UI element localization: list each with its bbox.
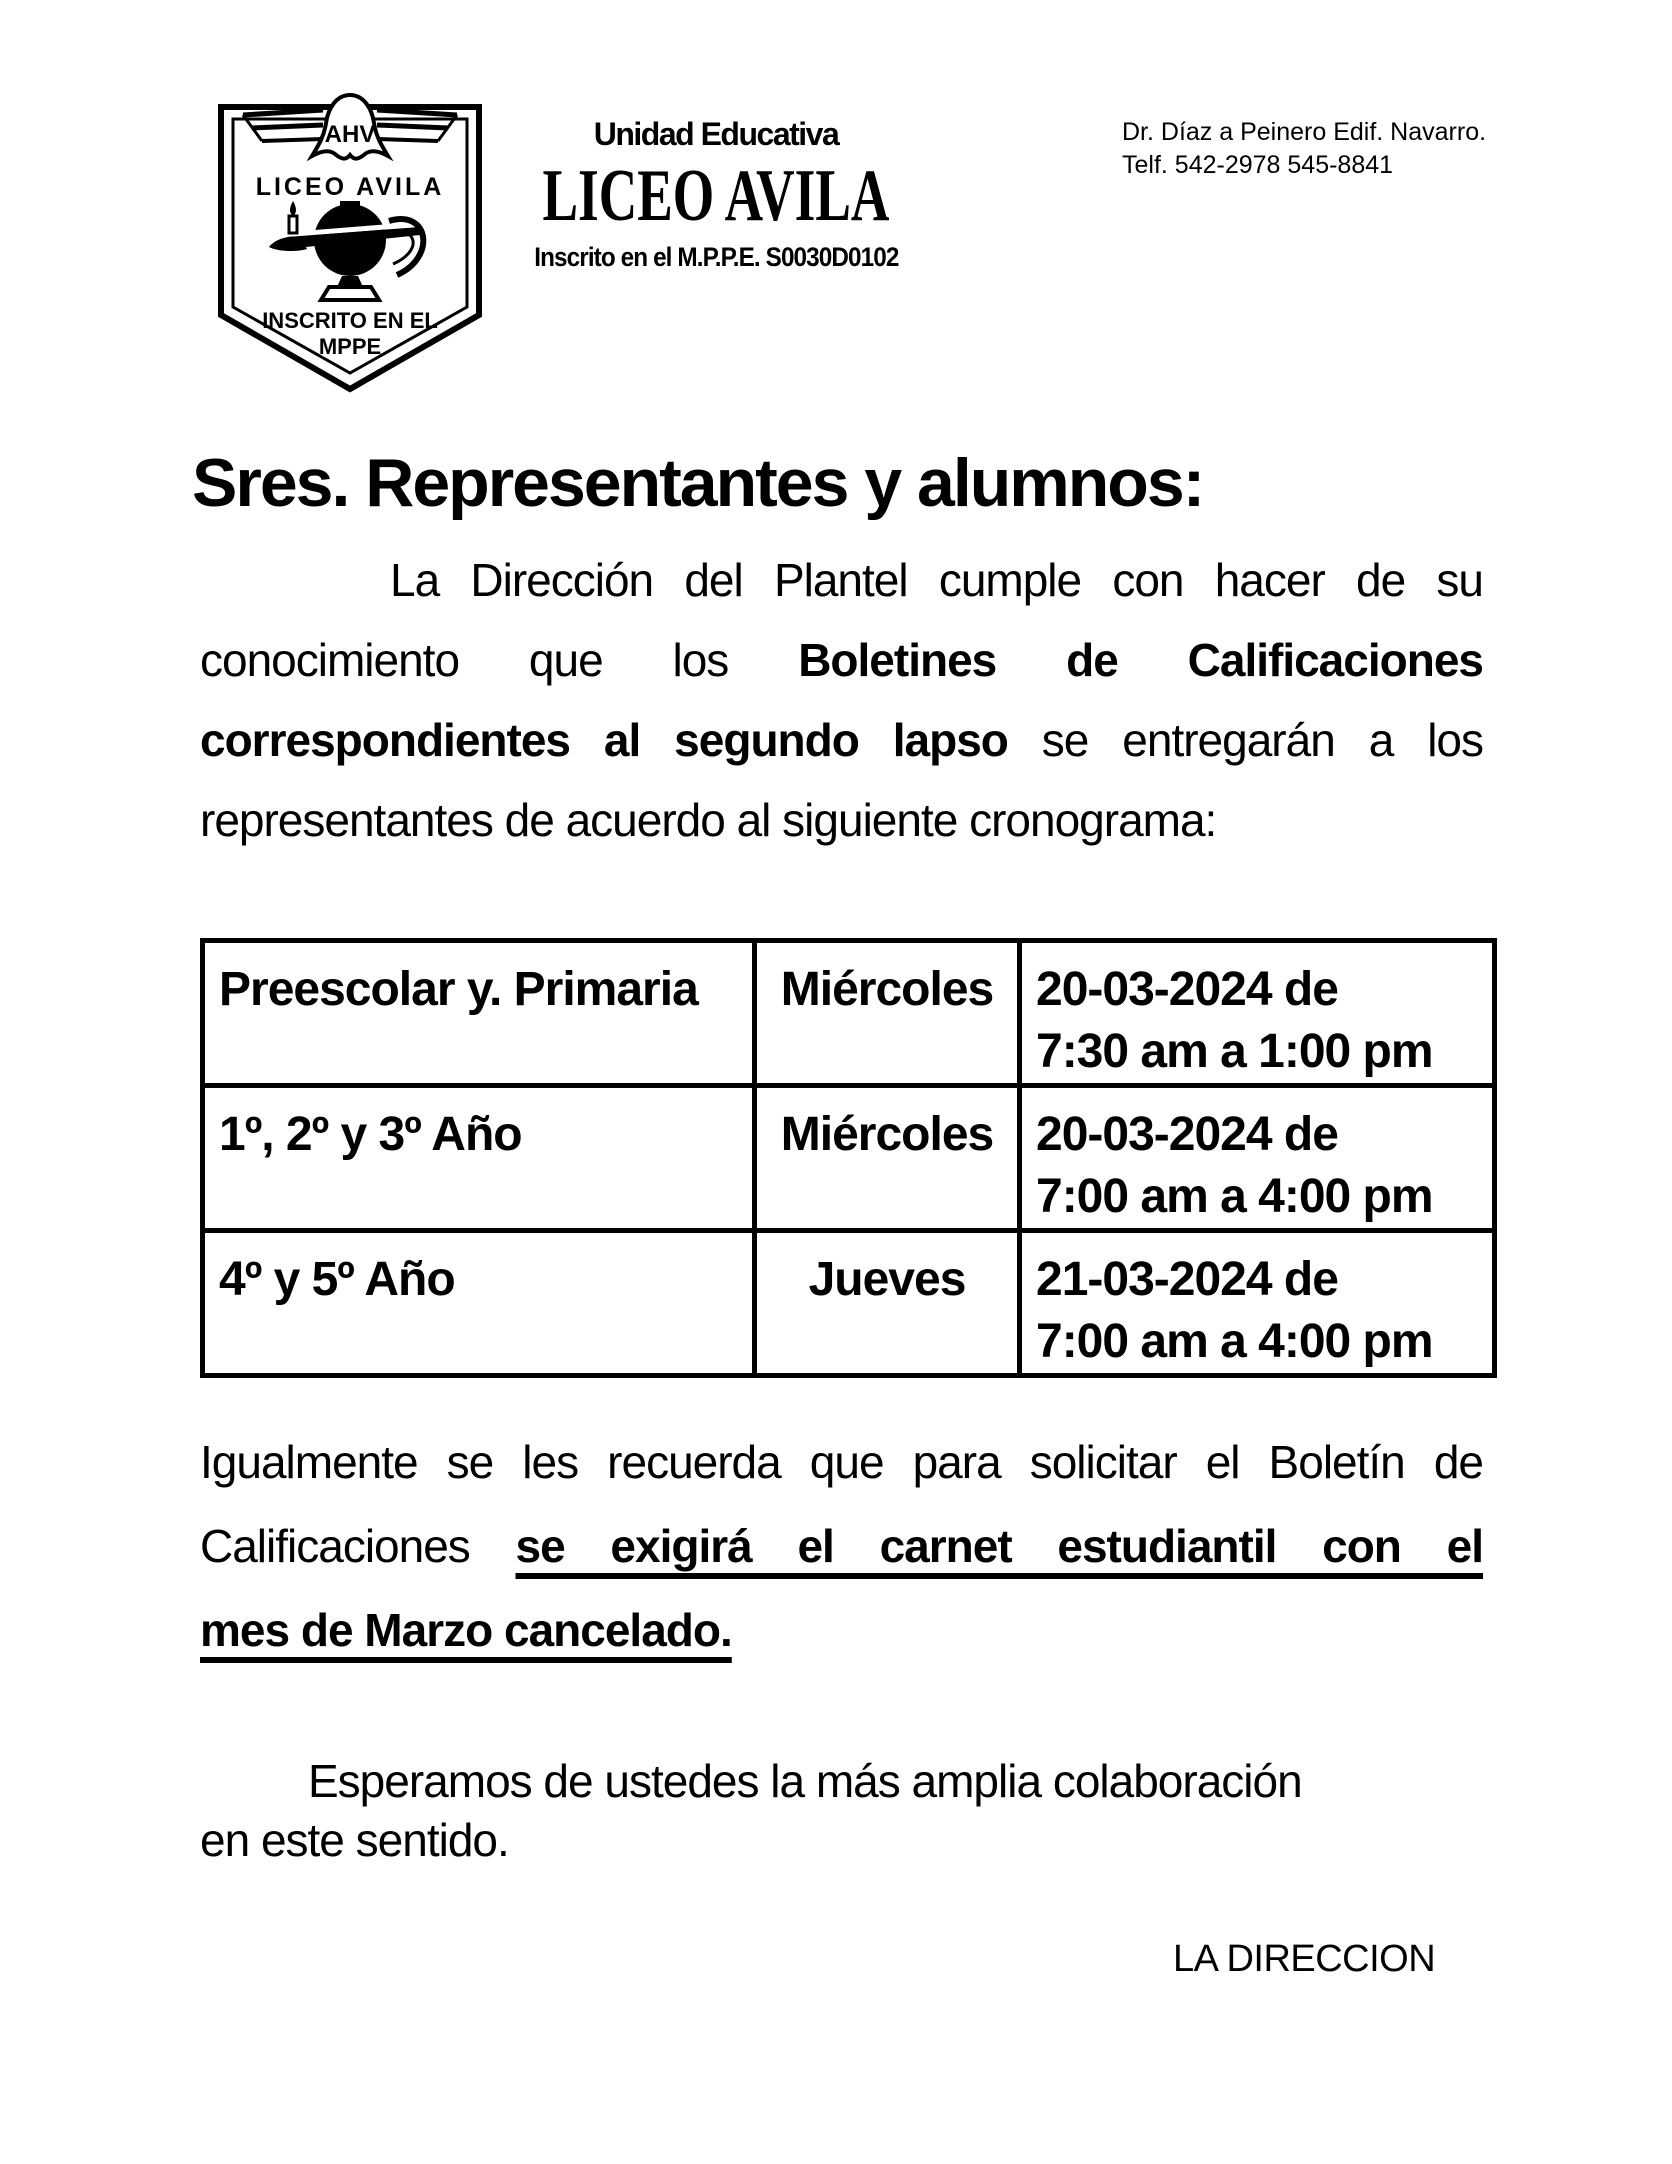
cell-day: Jueves	[755, 1231, 1020, 1376]
paragraph-1-line-4	[200, 780, 1483, 860]
paragraph-1-line-1	[200, 540, 1483, 620]
paragraph-1	[200, 540, 1483, 860]
institution-block	[520, 116, 912, 273]
institution-name-row	[520, 155, 912, 237]
contact-address: Dr. Díaz a Peinero Edif. Navarro.	[1122, 118, 1487, 146]
cell-group: 1º, 2º y 3º Año	[203, 1086, 755, 1231]
paragraph-2-line-3-underlined: mes de Marzo cancelado.	[200, 1604, 732, 1656]
paragraph-1-line-2-bold: Boletines de Calificaciones	[798, 634, 1483, 686]
crest-inscribed-line2: MPPE	[318, 334, 382, 359]
table-row	[203, 941, 1495, 1086]
paragraph-2-line-2-normal: Calificaciones	[200, 1520, 516, 1572]
paragraph-3-line-1-text: Esperamos de ustedes la más amplia colaboración	[308, 1755, 1302, 1807]
signature: LA DIRECCION	[1173, 1938, 1436, 1980]
paragraph-2-line-1-text: Igualmente se les recuerda que para solicitar el Boletín de	[200, 1436, 1483, 1488]
contact-phone: Telf. 542-2978 545-8841	[1122, 151, 1394, 179]
salutation: Sres. Representantes y alumnos:	[192, 445, 1204, 521]
school-crest	[205, 85, 495, 397]
paragraph-2-line-3	[200, 1588, 1483, 1672]
paragraph-1-line-4-text: representantes de acuerdo al siguiente cronograma:	[200, 794, 1217, 846]
institution-registration-row	[520, 242, 912, 273]
cell-date-line: 20-03-2024 de	[1036, 963, 1338, 1016]
school-crest-graphic	[205, 85, 495, 397]
paragraph-3-line-2	[200, 1811, 1520, 1870]
paragraph-2-line-1	[200, 1420, 1483, 1504]
paragraph-1-line-3-normal: se entregarán a los	[1007, 714, 1483, 766]
paragraph-2-line-2	[200, 1504, 1483, 1588]
cell-day: Miércoles	[755, 941, 1020, 1086]
cell-datetime	[1020, 1231, 1495, 1376]
cell-time-line: 7:00 am a 4:00 pm	[1036, 1170, 1433, 1223]
contact-block	[1122, 116, 1486, 182]
table-row	[203, 1086, 1495, 1231]
cell-date-line: 21-03-2024 de	[1036, 1253, 1338, 1306]
table-row	[203, 1231, 1495, 1376]
paragraph-3-line-1	[200, 1752, 1520, 1811]
cell-group: 4º y 5º Año	[203, 1231, 755, 1376]
cell-date-line: 20-03-2024 de	[1036, 1108, 1338, 1161]
cell-time-line: 7:00 am a 4:00 pm	[1036, 1315, 1433, 1368]
paragraph-1-line-3-bold: correspondientes al segundo lapso	[200, 714, 1008, 766]
institution-type: Unidad Educativa	[593, 116, 839, 152]
cell-time-line: 7:30 am a 1:00 pm	[1036, 1025, 1433, 1078]
cell-group: Preescolar y. Primaria	[203, 941, 755, 1086]
schedule-table	[200, 938, 1497, 1378]
cell-datetime	[1020, 1086, 1495, 1231]
oil-lamp-icon	[269, 201, 423, 300]
paragraph-1-line-2-normal: conocimiento que los	[200, 634, 799, 686]
paragraph-3	[200, 1752, 1520, 1870]
paragraph-3-line-2-text: en este sentido.	[200, 1814, 509, 1866]
cell-datetime	[1020, 941, 1495, 1086]
paragraph-1-line-3	[200, 700, 1483, 780]
cell-day: Miércoles	[755, 1086, 1020, 1231]
paragraph-1-line-1-text: La Dirección del Plantel cumple con hacer de su	[390, 554, 1483, 606]
paragraph-2-line-2-underlined: se exigirá el carnet estudiantil con el	[515, 1520, 1483, 1572]
institution-registration: Inscrito en el M.P.P.E. S0030D0102	[533, 242, 899, 273]
paragraph-1-line-2	[200, 620, 1483, 700]
crest-acronym: AHV	[324, 121, 376, 148]
crest-inscribed-line1: INSCRITO EN EL	[262, 308, 438, 333]
paragraph-2	[200, 1420, 1483, 1672]
crest-school-name: LICEO AVILA	[255, 173, 445, 201]
institution-name: LICEO AVILA	[542, 155, 890, 237]
